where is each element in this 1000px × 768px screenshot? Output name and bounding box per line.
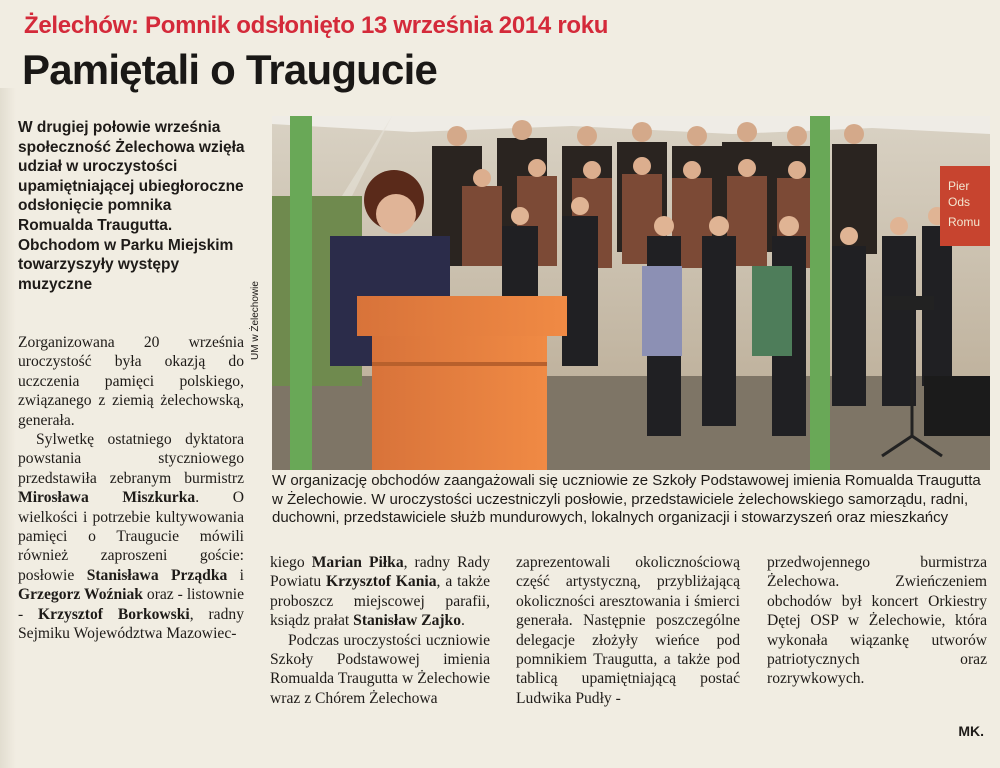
banner-text-2: Ods: [948, 195, 971, 209]
text-column-3: [516, 553, 740, 708]
banner-text-3: Romu: [948, 215, 981, 229]
paragraph: kiego Marian Piłka, radny Rady Powiatu Krzysztof Kania, a także proboszcz miejscowej parafii, ksiądz prałat Stanisław Zajko.: [270, 554, 490, 630]
text-column-1: [18, 333, 244, 644]
adjacent-page-edge: [0, 88, 16, 768]
photo-credit: UM w Żelechowie: [250, 281, 261, 360]
article-lead: W drugiej połowie września społeczność Żelechowa wzięła udział w uroczystości upamiętniającej ubiegłoroczne odsłonięcie pomnika Romualda Traugutta. Obchodom w Parku Miejskim towarzyszyły występy muzyczne: [18, 119, 245, 293]
paragraph: Sylwetkę ostatniego dyktatora powstania styczniowego przedstawiła zebranym burmistrz Mirosława Miszkurka. O wielkości i potrzebie kultywowania pamięci o Traugucie mówili również zaproszeni goście: posłowie Stanisława Prządka i Grzegorz Woźniak oraz - listownie - Krzysztof Borkowski, radny Sejmiku Województwa Mazowiec-: [18, 431, 245, 643]
text-column-4: [767, 553, 987, 689]
person-name: Krzysztof Borkowski: [38, 605, 190, 623]
person-name: Krzysztof Kania: [326, 573, 437, 591]
article-headline: Pamiętali o Traugucie: [22, 46, 438, 93]
article-kicker: Żelechów: Pomnik odsłonięto 13 września 2014 roku: [24, 12, 609, 39]
author-signature: MK.: [958, 723, 984, 739]
person-name: Grzegorz Woźniak: [18, 586, 143, 604]
text-column-2: [270, 553, 490, 708]
paragraph: Podczas uroczystości uczniowie Szkoły Podstawowej imienia Romualda Traugutta w Żelechowie wraz z Chórem Żelechowa: [270, 631, 490, 707]
person-name: Stanisław Zajko: [353, 612, 462, 630]
photo-caption: W organizację obchodów zaangażowali się uczniowie ze Szkoły Podstawowej imienia Romualda Traugutta w Żelechowie. W uroczystości uczestniczyli posłowie, przedstawiciele żelechowskiego samorządu, radni, duchowni, przedstawiciele służb mundurowych, lokalnych organizacji i stowarzyszeń oraz mieszkańcy: [272, 472, 981, 526]
person-name: Marian Piłka: [311, 554, 404, 571]
paragraph: przedwojennego burmistrza Żelechowa. Zwieńczeniem obchodów był koncert Orkiestry Dętej OSP w Żelechowie, która wykonała wiązankę utworów patriotycznych oraz rozrywkowych.: [767, 554, 987, 688]
person-name: Stanisława Prządka: [86, 566, 228, 584]
banner-text-1: Pier: [948, 179, 970, 193]
paragraph: zaprezentowali okolicznościową część artystyczną, przybliżającą okoliczności aresztowania i śmierci generała. Następnie poszczególne delegacje złożyły wieńce pod pomnikiem Traugutta, a także pod tablicą upamiętniającą postać Ludwika Pudły -: [516, 554, 740, 707]
paragraph: Zorganizowana 20 września uroczystość była okazją do uczczenia pamięci polskiego, związanego z ziemią żelechowską, generała.: [18, 334, 244, 429]
article-photo: [272, 116, 990, 470]
person-name: Mirosława Miszkurka: [18, 489, 196, 507]
